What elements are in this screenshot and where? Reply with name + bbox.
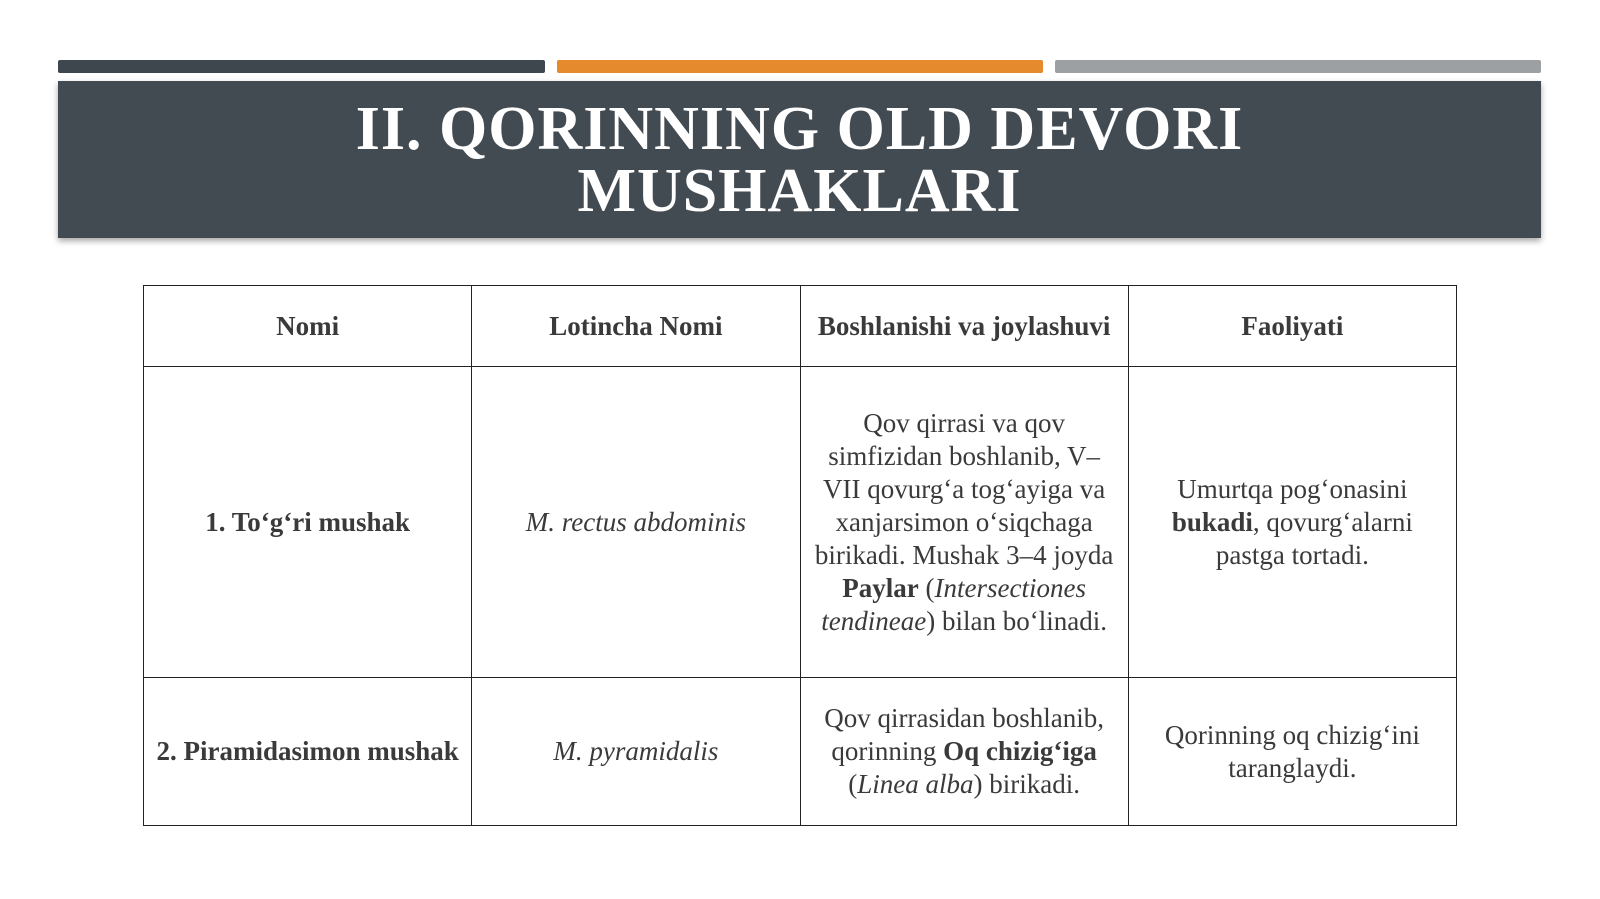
header-name: Nomi [144, 286, 472, 367]
function-text: Qorinning oq chizig‘ini taranglaydi. [1164, 719, 1420, 783]
accent-bar-dark [58, 60, 545, 73]
header-origin: Boshlanishi va joylashuvi [800, 286, 1128, 367]
origin-text: ) bilan bo‘linadi. [926, 605, 1107, 636]
table-row [144, 678, 1457, 826]
function-text: , qovurg‘alarni pastga tortadi. [1215, 506, 1413, 570]
accent-bar-orange [557, 60, 1043, 73]
origin-bold-term: Oq chizig‘iga [943, 736, 1097, 766]
cell-latin: M. rectus abdominis [472, 367, 800, 678]
accent-bar-gray [1055, 60, 1541, 73]
table-header-row [144, 286, 1457, 367]
slide-title-line2: MUSHAKLARI [577, 156, 1022, 225]
cell-function [1128, 367, 1456, 678]
origin-text: Qov qirrasi va qov simfizidan boshlanib, V–VII qovurg‘a tog‘ayiga va xanjarsimon o‘siqchaga birikadi. Mushak 3–4 joyda [814, 407, 1114, 570]
slide-title-line1: II. QORINNING OLD DEVORI [355, 94, 1244, 163]
origin-bold-term: Paylar [842, 572, 919, 603]
origin-latin-term: Linea alba [857, 769, 974, 799]
header-function: Faoliyati [1128, 286, 1456, 367]
muscles-table [143, 285, 1457, 826]
origin-text: ) birikadi. [973, 769, 1080, 799]
cell-origin [800, 678, 1128, 826]
table-row [144, 367, 1457, 678]
origin-latin-term: Intersectiones tendineae [821, 572, 1086, 636]
slide-title [355, 94, 1244, 225]
function-bold-term: bukadi [1171, 506, 1253, 537]
header-latin-name: Lotincha Nomi [472, 286, 800, 367]
cell-name: 2. Piramidasimon mushak [144, 678, 472, 826]
cell-latin: M. pyramidalis [472, 678, 800, 826]
cell-name: 1. To‘g‘ri mushak [144, 367, 472, 678]
origin-text: Qov qirrasidan boshlanib, qorinning [824, 703, 1104, 766]
origin-text: ( [848, 769, 858, 799]
origin-text: ( [918, 572, 935, 603]
cell-origin [800, 367, 1128, 678]
function-text: Umurtqa pog‘onasini [1177, 473, 1408, 504]
cell-function [1128, 678, 1456, 826]
title-band [58, 81, 1541, 238]
